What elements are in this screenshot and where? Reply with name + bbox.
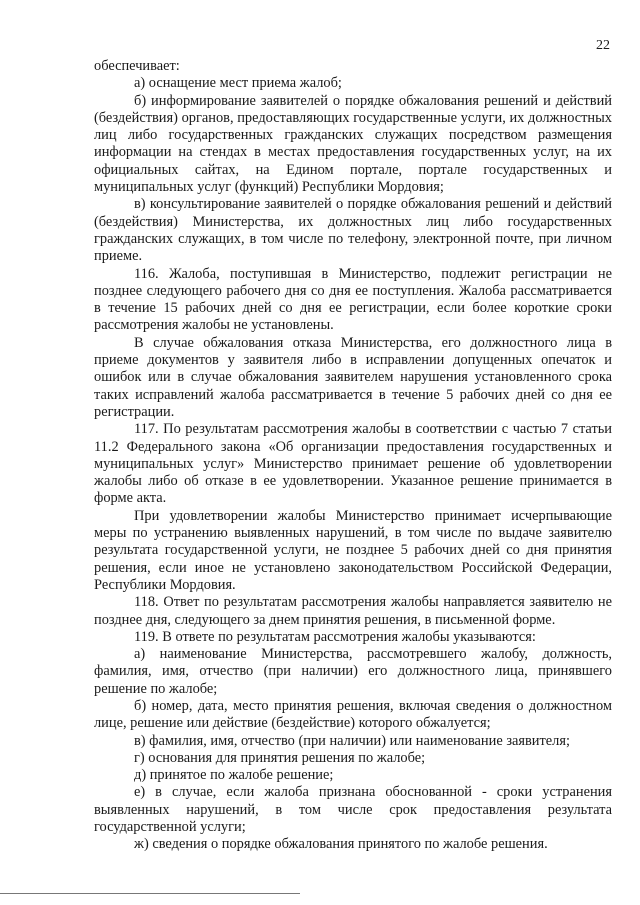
paragraph: б) информирование заявителей о порядке обжалования решений и действий (бездействия) органов, предоставляющих государственные услуги, их должностных лиц либо государственных гражданских служащих посредством размещения информации на стендах в местах предоставления государственных услуг, на их официальных сайтах, на Едином портале, портале государственных и муниципальных услуг (функций) Республики Мордовия; [94, 92, 612, 196]
page-number: 22 [596, 38, 610, 53]
paragraph: г) основания для принятия решения по жалобе; [134, 749, 426, 766]
paragraph: В случае обжалования отказа Министерства, его должностного лица в приеме документов у заявителя либо в исправлении допущенных опечаток и ошибок или в случае обжалования заявителем нарушения установленного срока таких исправлений жалоба рассматривается в течение 5 рабочих дней со дня ее регистрации. [94, 334, 612, 420]
paragraph: а) оснащение мест приема жалоб; [134, 75, 342, 92]
paragraph: 116. Жалоба, поступившая в Министерство, подлежит регистрации не позднее следующего рабочего дня со дня ее поступления. Жалоба рассматривается в течение 15 рабочих дней со дня ее регистрации, если более короткие сроки рассмотрения жалобы не установлены. [94, 265, 612, 334]
paragraph: При удовлетворении жалобы Министерство принимает исчерпывающие меры по устранению выявленных нарушений, в том числе по выдаче заявителю результата государственной услуги, не позднее 5 рабочих дней со дня принятия решения, если иное не установлено законодательством Российской Федерации, Республики Мордовия. [94, 507, 612, 593]
paragraph: в) фамилия, имя, отчество (при наличии) или наименование заявителя; [134, 732, 570, 749]
paragraph: а) наименование Министерства, рассмотревшего жалобу, должность, фамилия, имя, отчество (при наличии) его должностного лица, принявшего решение по жалобе; [94, 646, 612, 697]
paragraph: д) принятое по жалобе решение; [134, 767, 334, 784]
paragraph: б) номер, дата, место принятия решения, включая сведения о должностном лице, решение или действие (бездействие) которого обжалуется; [94, 697, 612, 732]
paragraph: е) в случае, если жалоба признана обоснованной - сроки устранения выявленных нарушений, в том числе срок предоставления результата государственной услуги; [94, 784, 612, 836]
paragraph: обеспечивает: [94, 58, 180, 74]
paragraph: ж) сведения о порядке обжалования принятого по жалобе решения. [134, 836, 548, 853]
paragraph: 119. В ответе по результатам рассмотрения жалобы указываются: [134, 628, 536, 645]
footer-divider [0, 893, 300, 894]
paragraph: 117. По результатам рассмотрения жалобы в соответствии с частью 7 статьи 11.2 Федерального закона «Об организации предоставления государственных и муниципальных услуг» Министерство принимает решение об удовлетворении жалобы либо об отказе в ее удовлетворении. Указанное решение принимается в форме акта. [94, 421, 612, 507]
paragraph: 118. Ответ по результатам рассмотрения жалобы направляется заявителю не позднее дня, следующего за днем принятия решения, в письменной форме. [94, 594, 612, 628]
paragraph: в) консультирование заявителей о порядке обжалования решений и действий (бездействия) Министерства, их должностных лиц либо государственных гражданских служащих, в том числе по телефону, электронной почте, при личном приеме. [94, 196, 612, 265]
body-text [94, 58, 612, 854]
